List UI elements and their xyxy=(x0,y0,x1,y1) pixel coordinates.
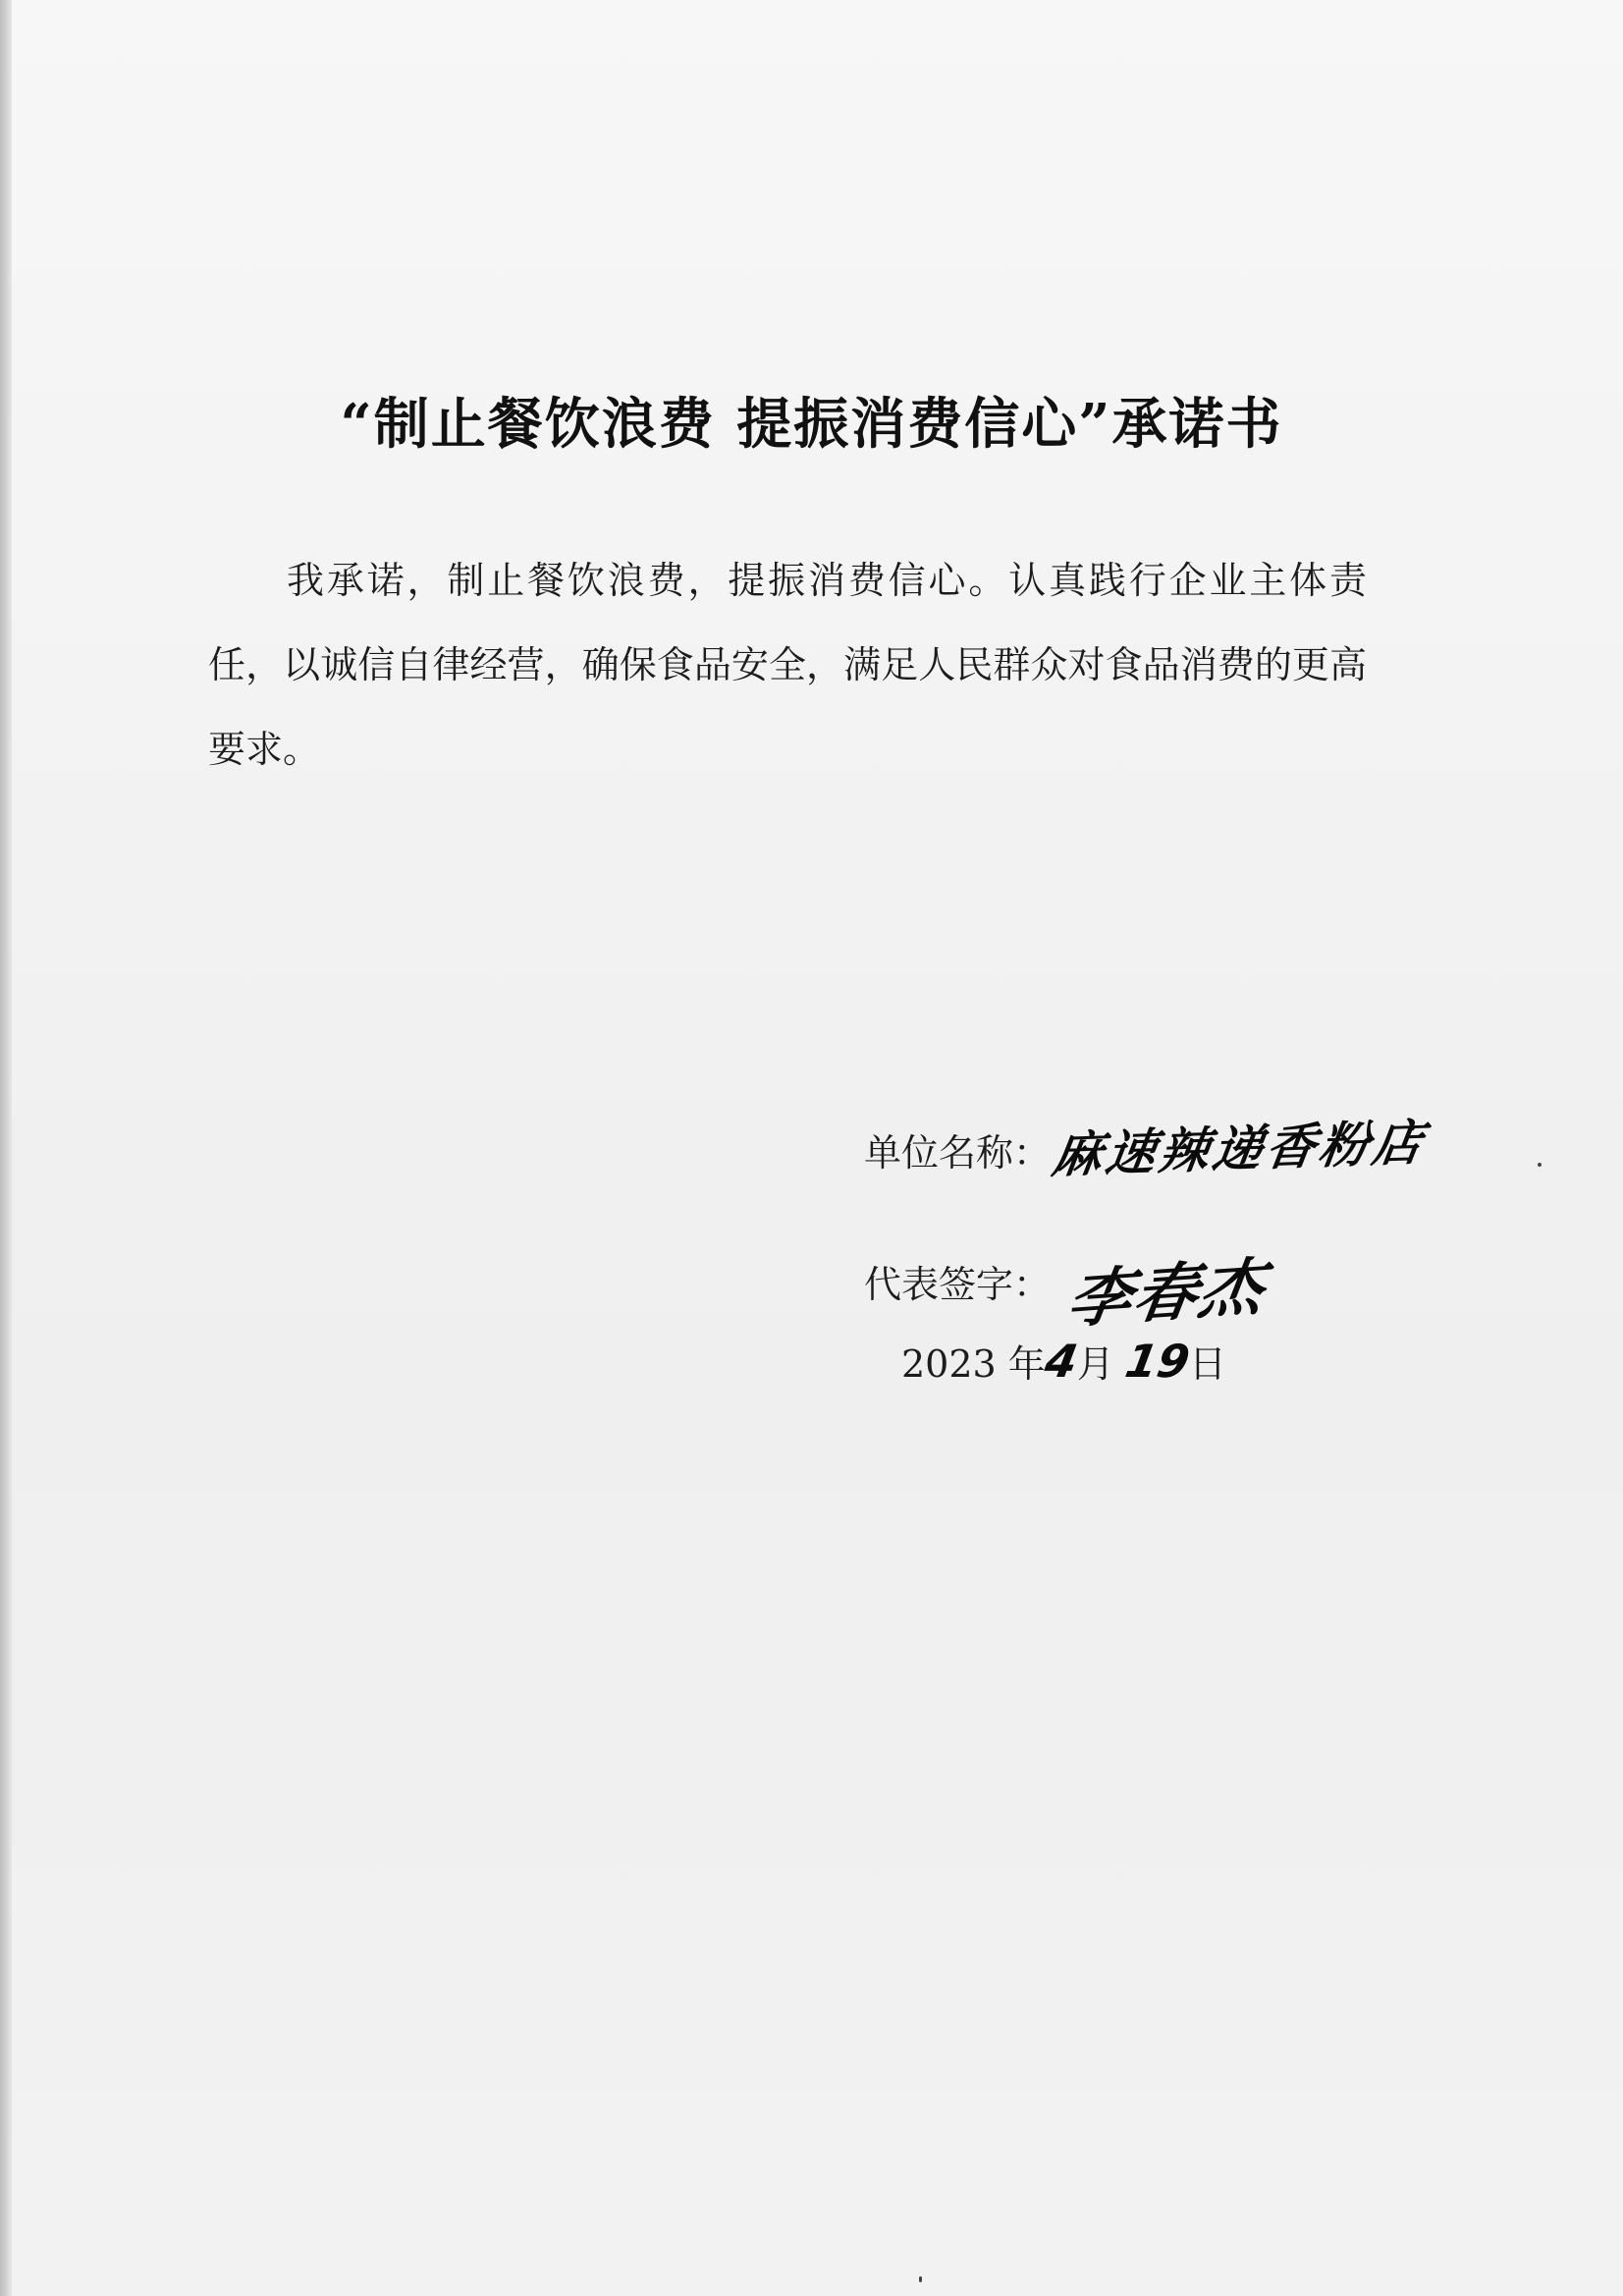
representative-signature: 李春杰 xyxy=(1062,1251,1271,1338)
unit-name-row xyxy=(864,1110,1431,1184)
date-row xyxy=(901,1334,1226,1388)
ink-dot xyxy=(1538,1163,1542,1167)
date-day-label: 日 xyxy=(1188,1342,1226,1386)
date-month-label: 月 xyxy=(1076,1342,1114,1386)
date-year: 2023 年 xyxy=(901,1342,1046,1386)
unit-name-handwritten: 麻速辣递香粉店 xyxy=(1049,1114,1431,1184)
representative-label: 代表签字： xyxy=(864,1263,1052,1306)
unit-name-label: 单位名称： xyxy=(864,1131,1052,1175)
ink-mark xyxy=(919,2276,922,2282)
scan-edge xyxy=(0,0,12,2296)
pledge-body: 我承诺，制止餐饮浪费，提振消费信心。认真践行企业主体责任，以诚信自律经营，确保食品安全，满足人民群众对食品消费的更高要求。 xyxy=(208,559,1367,771)
date-day-handwritten: 19 xyxy=(1121,1335,1194,1388)
representative-row xyxy=(864,1226,1271,1338)
document-title: “制止餐饮浪费 提振消费信心”承诺书 xyxy=(340,392,1283,457)
date-month-handwritten: 4 xyxy=(1041,1335,1082,1388)
